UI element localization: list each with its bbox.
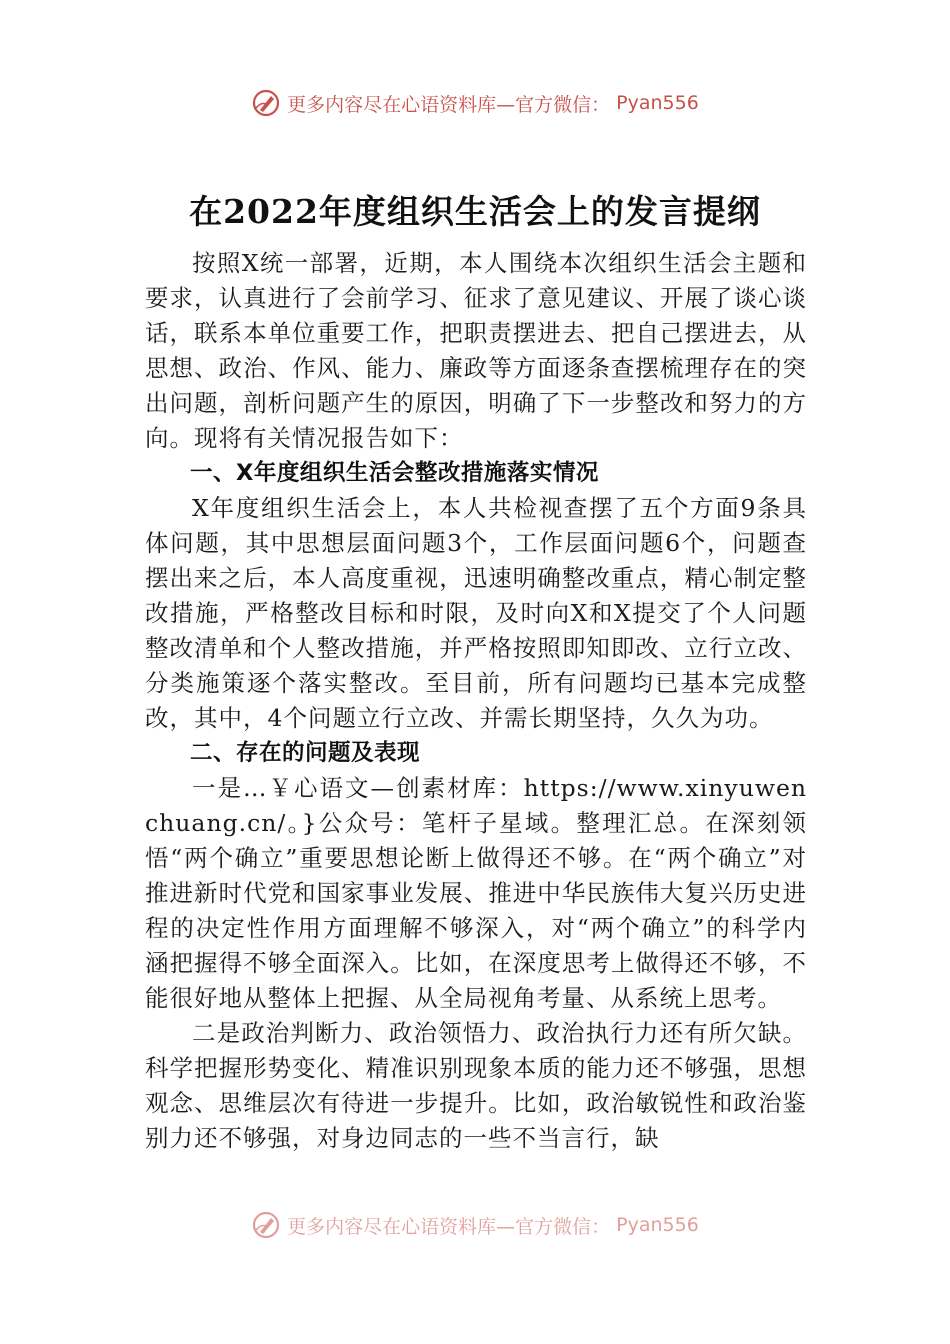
watermark-footer: [0, 1208, 950, 1242]
watermark-text: 更多内容尽在心语资料库—官方微信：: [287, 1215, 611, 1238]
pen-nib-logo-icon: [251, 88, 281, 118]
section-1-paragraph: X年度组织生活会上，本人共检视查摆了五个方面9条具体问题，其中思想层面问题3个，工作层面问题6个，问题查摆出来之后，本人高度重视，迅速明确整改重点，精心制定整改措施，严格整改目标和时限，及时向X和X提交了个人问题整改清单和个人整改措施，并严格按照即知即改、立行立改、分类施策逐个落实整改。至目前，所有问题均已基本完成整改，其中，4个问题立行立改、并需长期坚持，久久为功。: [145, 494, 807, 732]
intro-paragraph: 按照X统一部署，近期，本人围绕本次组织生活会主题和要求，认真进行了会前学习、征求了意见建议、开展了谈心谈话，联系本单位重要工作，把职责摆进去、把自己摆进去，从思想、政治、作风、能力、廉政等方面逐条查摆梳理存在的突出问题，剖析问题产生的原因，明确了下一步整改和努力的方向。现将有关情况报告如下：: [145, 249, 807, 452]
pen-nib-logo-icon: [251, 1210, 281, 1240]
watermark-wechat-id: Pyan556: [616, 1214, 699, 1236]
watermark-text: 更多内容尽在心语资料库—官方微信：: [287, 93, 611, 116]
document-title: 在2022年度组织生活会上的发言提纲: [189, 192, 761, 231]
section-1-heading: 一、X年度组织生活会整改措施落实情况: [190, 460, 599, 486]
section-2-item-2-paragraph: 二是政治判断力、政治领悟力、政治执行力还有所欠缺。科学把握形势变化、精准识别现象本质的能力还不够强，思想观念、思维层次有待进一步提升。比如，政治敏锐性和政治鉴别力还不够强，对身边同志的一些不当言行，缺: [145, 1019, 807, 1152]
section-2-heading: 二、存在的问题及表现: [190, 740, 421, 766]
section-2-item-1-paragraph: 一是…￥心语文—创素材库：https://www.xinyuwenchuang.cn/。}公众号：笔杆子星域。整理汇总。在深刻领悟“两个确立”重要思想论断上做得还不够。在“两个确立”对推进新时代党和国家事业发展、推进中华民族伟大复兴历史进程的决定性作用方面理解不够深入，对“两个确立”的科学内涵把握得不够全面深入。比如，在深度思考上做得还不够，不能很好地从整体上把握、从全局视角考量、从系统上思考。: [145, 774, 807, 1012]
watermark-wechat-id: Pyan556: [616, 92, 699, 114]
document-body: [145, 246, 807, 1156]
watermark-header: [0, 86, 950, 120]
